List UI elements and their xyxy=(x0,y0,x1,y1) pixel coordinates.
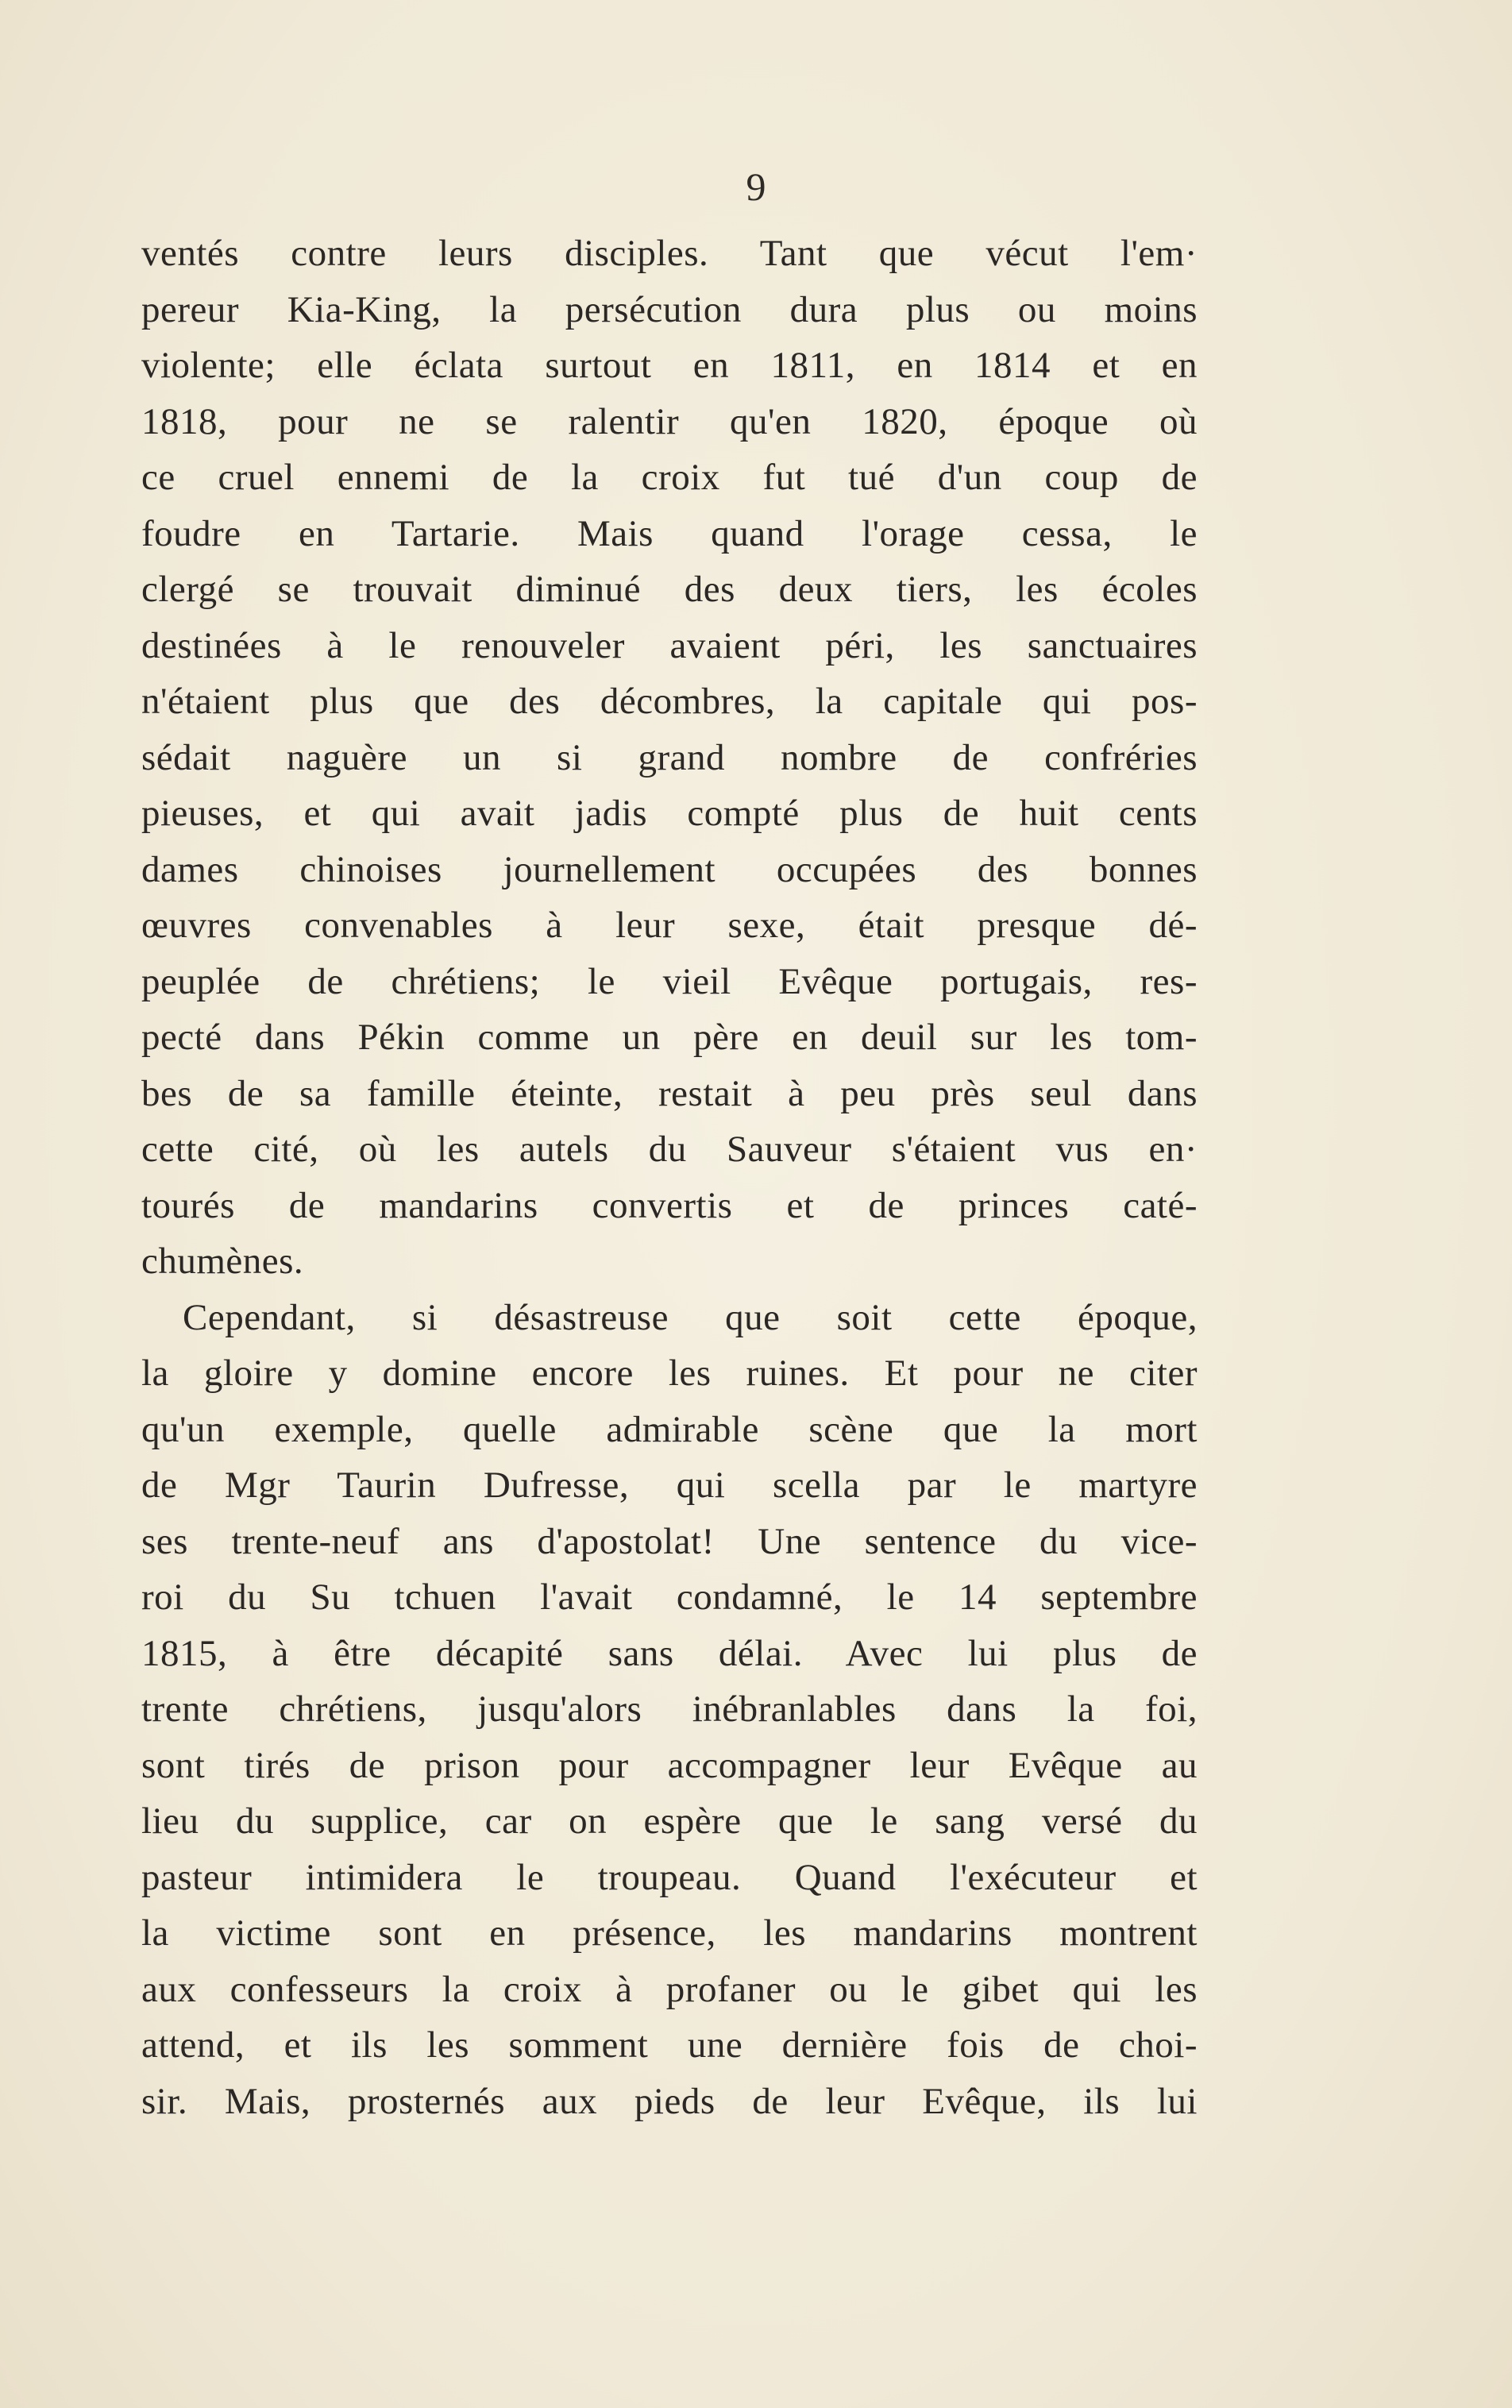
paragraph-end-line: chumènes. xyxy=(141,1241,304,1282)
text-line: sont tirés de prison pour accompagner leur Evêque au xyxy=(141,1744,1198,1786)
text-line: ventés contre leurs disciples. Tant que vécut l'em· xyxy=(141,233,1198,274)
text-line: 1818, pour ne se ralentir qu'en 1820, époque où xyxy=(141,400,1198,442)
text-line: trente chrétiens, jusqu'alors inébranlables dans la foi, xyxy=(141,1688,1198,1730)
text-line: foudre en Tartarie. Mais quand l'orage cessa, le xyxy=(141,512,1198,554)
text-line: la victime sont en présence, les mandarins montrent xyxy=(141,1912,1198,1954)
text-line: 1815, à être décapité sans délai. Avec lui plus de xyxy=(141,1632,1198,1674)
paragraph-start-line: Cependant, si désastreuse que soit cette époque, xyxy=(183,1296,1198,1338)
text-line: roi du Su tchuen l'avait condamné, le 14 septembre xyxy=(141,1576,1198,1618)
text-line: sédait naguère un si grand nombre de confréries xyxy=(141,736,1198,778)
text-line: pasteur intimidera le troupeau. Quand l'exécuteur et xyxy=(141,1856,1198,1898)
text-line: clergé se trouvait diminué des deux tiers, les écoles xyxy=(141,569,1198,610)
text-line: bes de sa famille éteinte, restait à peu près seul dans xyxy=(141,1072,1198,1114)
text-line: n'étaient plus que des décombres, la capitale qui pos- xyxy=(141,681,1198,722)
text-line: qu'un exemple, quelle admirable scène que la mort xyxy=(141,1408,1198,1450)
text-line: ses trente-neuf ans d'apostolat! Une sentence du vice- xyxy=(141,1520,1198,1562)
text-line: ce cruel ennemi de la croix fut tué d'un coup de xyxy=(141,457,1198,498)
text-line: tourés de mandarins convertis et de princes caté- xyxy=(141,1184,1198,1226)
text-line: pecté dans Pékin comme un père en deuil sur les tom- xyxy=(141,1017,1198,1058)
text-line: sir. Mais, prosternés aux pieds de leur Evêque, ils lui xyxy=(141,2080,1198,2122)
text-line: la gloire y domine encore les ruines. Et pour ne citer xyxy=(141,1353,1198,1394)
text-line: pereur Kia-King, la persécution dura plus ou moins xyxy=(141,288,1198,330)
text-line: cette cité, où les autels du Sauveur s'étaient vus en· xyxy=(141,1129,1198,1170)
text-line: aux confesseurs la croix à profaner ou le gibet qui les xyxy=(141,1968,1198,2010)
text-line: de Mgr Taurin Dufresse, qui scella par le martyre xyxy=(141,1464,1198,1506)
text-line: violente; elle éclata surtout en 1811, en 1814 et en xyxy=(141,345,1198,386)
text-line: lieu du supplice, car on espère que le sang versé du xyxy=(141,1800,1198,1842)
body-text xyxy=(141,226,1198,2129)
page-number: 9 xyxy=(746,164,766,209)
text-line: peuplée de chrétiens; le vieil Evêque portugais, res- xyxy=(141,960,1198,1002)
text-line: dames chinoises journellement occupées des bonnes xyxy=(141,848,1198,890)
text-line: attend, et ils les somment une dernière fois de choi- xyxy=(141,2024,1198,2066)
text-line: destinées à le renouveler avaient péri, les sanctuaires xyxy=(141,624,1198,666)
text-line: œuvres convenables à leur sexe, était presque dé- xyxy=(141,905,1198,946)
text-line: pieuses, et qui avait jadis compté plus de huit cents xyxy=(141,793,1198,834)
